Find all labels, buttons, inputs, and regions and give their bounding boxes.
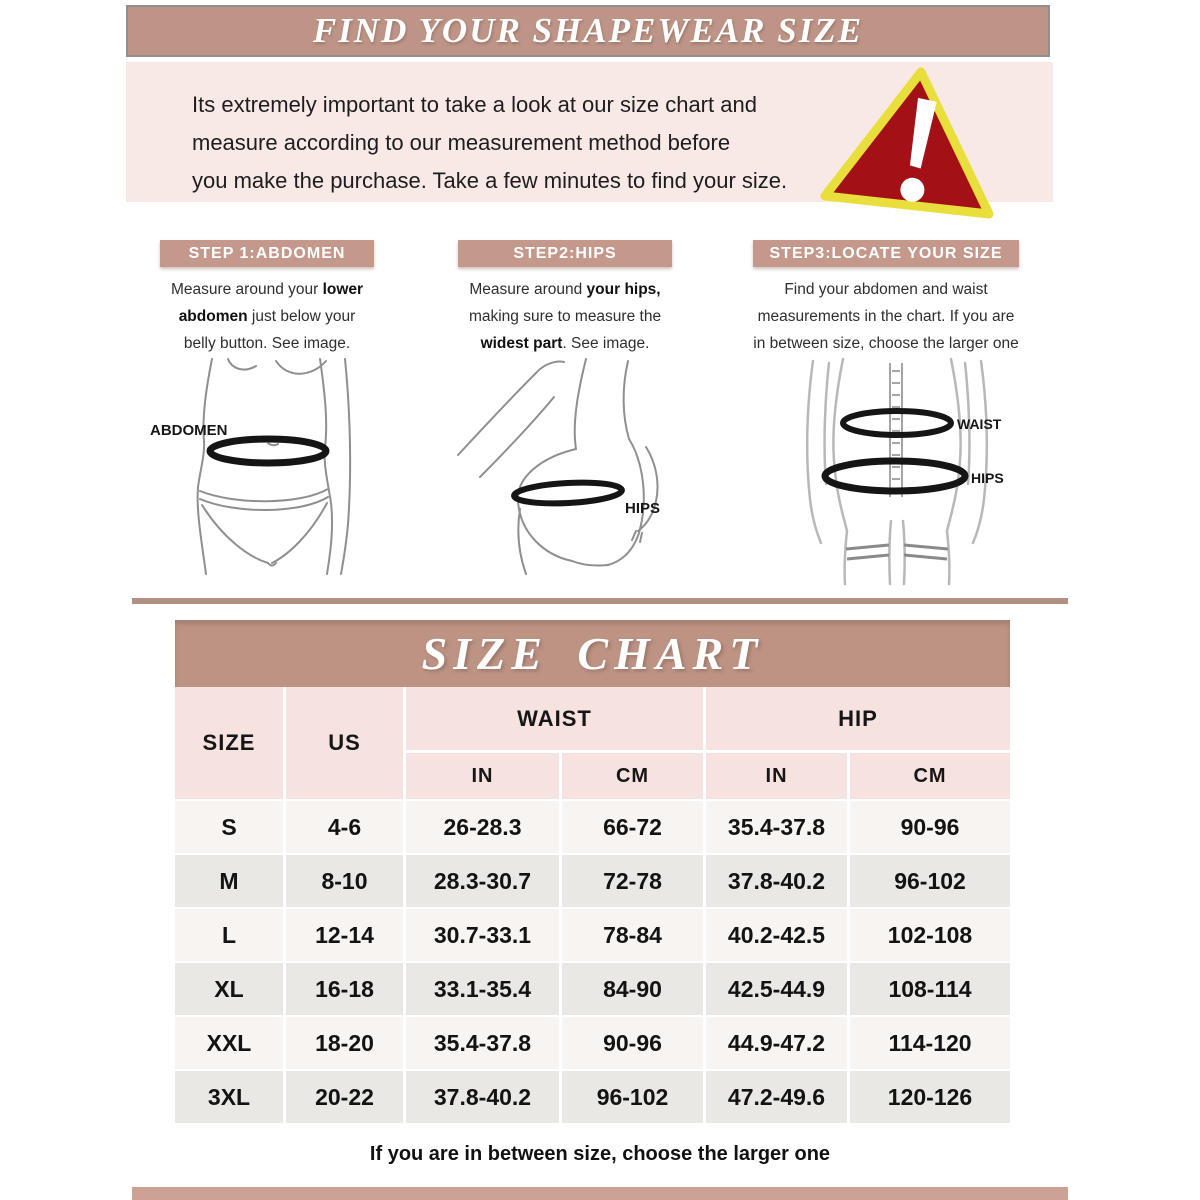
- cell-us: 4-6: [283, 799, 403, 853]
- cell-hip-cm: 108-114: [847, 961, 1010, 1015]
- step-1-line2-text: just below your: [247, 308, 356, 325]
- cell-hip-in: 44.9-47.2: [703, 1015, 847, 1069]
- abdomen-figure: [120, 359, 414, 574]
- cell-hip-cm: 90-96: [847, 799, 1010, 853]
- cell-waist-in: 33.1-35.4: [403, 961, 559, 1015]
- step-2-description: [415, 276, 715, 357]
- intro-line-3: you make the purchase. Take a few minutes to find your size.: [192, 168, 788, 193]
- cell-hip-cm: 96-102: [847, 853, 1010, 907]
- intro-line-1: Its extremely important to take a look at our size chart and: [192, 92, 757, 117]
- cell-us: 16-18: [283, 961, 403, 1015]
- table-row-3xl: [175, 1069, 1010, 1123]
- column-header-hip-cm: CM: [847, 750, 1010, 799]
- table-row-s: [175, 799, 1010, 853]
- column-header-waist-cm: CM: [559, 750, 703, 799]
- cell-us: 20-22: [283, 1069, 403, 1123]
- step-2-line3-text: . See image.: [562, 335, 650, 352]
- cell-us: 18-20: [283, 1015, 403, 1069]
- cell-us: 8-10: [283, 853, 403, 907]
- cell-hip-cm: 120-126: [847, 1069, 1010, 1123]
- size-chart-title-bar: [175, 620, 1010, 687]
- cell-hip-in: 47.2-49.6: [703, 1069, 847, 1123]
- column-header-us: US: [283, 687, 403, 799]
- step-3-header: STEP3:LOCATE YOUR SIZE: [753, 240, 1019, 267]
- steps-row: [120, 240, 1080, 584]
- step-2-line1-text: Measure around: [469, 281, 587, 298]
- cell-hip-cm: 114-120: [847, 1015, 1010, 1069]
- cell-waist-in: 30.7-33.1: [403, 907, 559, 961]
- table-row-m: [175, 853, 1010, 907]
- step-2-hips-section: [415, 240, 715, 584]
- warning-triangle-icon: [817, 65, 997, 225]
- cell-waist-in: 26-28.3: [403, 799, 559, 853]
- locate-size-figure: [726, 359, 1046, 584]
- cell-size: L: [175, 907, 283, 961]
- column-header-waist-in: IN: [403, 750, 559, 799]
- cell-hip-in: 40.2-42.5: [703, 907, 847, 961]
- page-title: FIND YOUR SHAPEWEAR SIZE: [312, 11, 864, 50]
- page-title-bar: [126, 5, 1050, 57]
- cell-waist-cm: 78-84: [559, 907, 703, 961]
- step-1-header: STEP 1:ABDOMEN: [160, 240, 374, 267]
- cell-us: 12-14: [283, 907, 403, 961]
- step-2-header: STEP2:HIPS: [458, 240, 672, 267]
- cell-size: S: [175, 799, 283, 853]
- step-3-locate-size-section: [726, 240, 1046, 584]
- column-header-waist: WAIST: [403, 687, 703, 750]
- cell-size: M: [175, 853, 283, 907]
- cell-size: XXL: [175, 1015, 283, 1069]
- cell-waist-cm: 72-78: [559, 853, 703, 907]
- table-row-xxl: [175, 1015, 1010, 1069]
- cell-waist-cm: 66-72: [559, 799, 703, 853]
- cell-hip-cm: 102-108: [847, 907, 1010, 961]
- cell-waist-in: 35.4-37.8: [403, 1015, 559, 1069]
- hook-strip: [890, 363, 902, 497]
- step-3-line1-text: Find your abdomen and waist: [784, 281, 988, 298]
- table-row-l: [175, 907, 1010, 961]
- cell-waist-in: 37.8-40.2: [403, 1069, 559, 1123]
- step-2-line1-bold: your hips,: [586, 281, 661, 298]
- step-2-line3-bold: widest part: [480, 335, 563, 352]
- cell-size: XL: [175, 961, 283, 1015]
- step-3-line3-text: in between size, choose the larger one: [753, 335, 1019, 352]
- cell-hip-in: 42.5-44.9: [703, 961, 847, 1015]
- cell-waist-cm: 90-96: [559, 1015, 703, 1069]
- abdomen-label: ABDOMEN: [150, 422, 228, 439]
- thigh-bands: [846, 545, 948, 559]
- cell-waist-cm: 96-102: [559, 1069, 703, 1123]
- step-3-description: [726, 276, 1046, 357]
- note-between-sizes: If you are in between size, choose the larger one: [369, 1143, 831, 1165]
- table-row-xl: [175, 961, 1010, 1015]
- cell-size: 3XL: [175, 1069, 283, 1123]
- cell-waist-cm: 84-90: [559, 961, 703, 1015]
- cell-hip-in: 35.4-37.8: [703, 799, 847, 853]
- bottom-accent-bar: [132, 1187, 1068, 1200]
- size-chart-title: SIZE CHART: [421, 628, 764, 679]
- content-area: [120, 0, 1080, 1200]
- intro-line-2: measure according to our measurement method before: [192, 130, 731, 155]
- column-header-size: SIZE: [175, 687, 283, 799]
- intro-panel: [126, 62, 1053, 202]
- cell-waist-in: 28.3-30.7: [403, 853, 559, 907]
- size-chart-table: [175, 687, 1010, 1123]
- hips-measure-ellipse: [514, 480, 623, 506]
- section-divider: [132, 598, 1068, 604]
- step-2-line2-text: making sure to measure the: [468, 308, 662, 325]
- hips-label: HIPS: [625, 500, 661, 517]
- step-1-line2-bold: abdomen: [178, 308, 248, 325]
- waist-label: WAIST: [957, 416, 1002, 432]
- hips-figure: [415, 359, 715, 574]
- step-1-line1-text: Measure around your: [170, 281, 323, 298]
- step-1-description: [120, 276, 414, 357]
- hips-label: HIPS: [971, 470, 1004, 486]
- hips-measure-ellipse: [825, 461, 965, 491]
- step-1-abdomen-section: [120, 240, 414, 584]
- cell-hip-in: 37.8-40.2: [703, 853, 847, 907]
- step-3-line2-text: measurements in the chart. If you are: [757, 308, 1015, 325]
- abdomen-body-sketch: [198, 359, 351, 574]
- step-1-line3-text: belly button. See image.: [183, 335, 351, 352]
- column-header-hip: HIP: [703, 687, 1010, 750]
- column-header-hip-in: IN: [703, 750, 847, 799]
- step-1-line1-bold: lower: [322, 281, 364, 298]
- hips-body-sketch: [458, 359, 661, 574]
